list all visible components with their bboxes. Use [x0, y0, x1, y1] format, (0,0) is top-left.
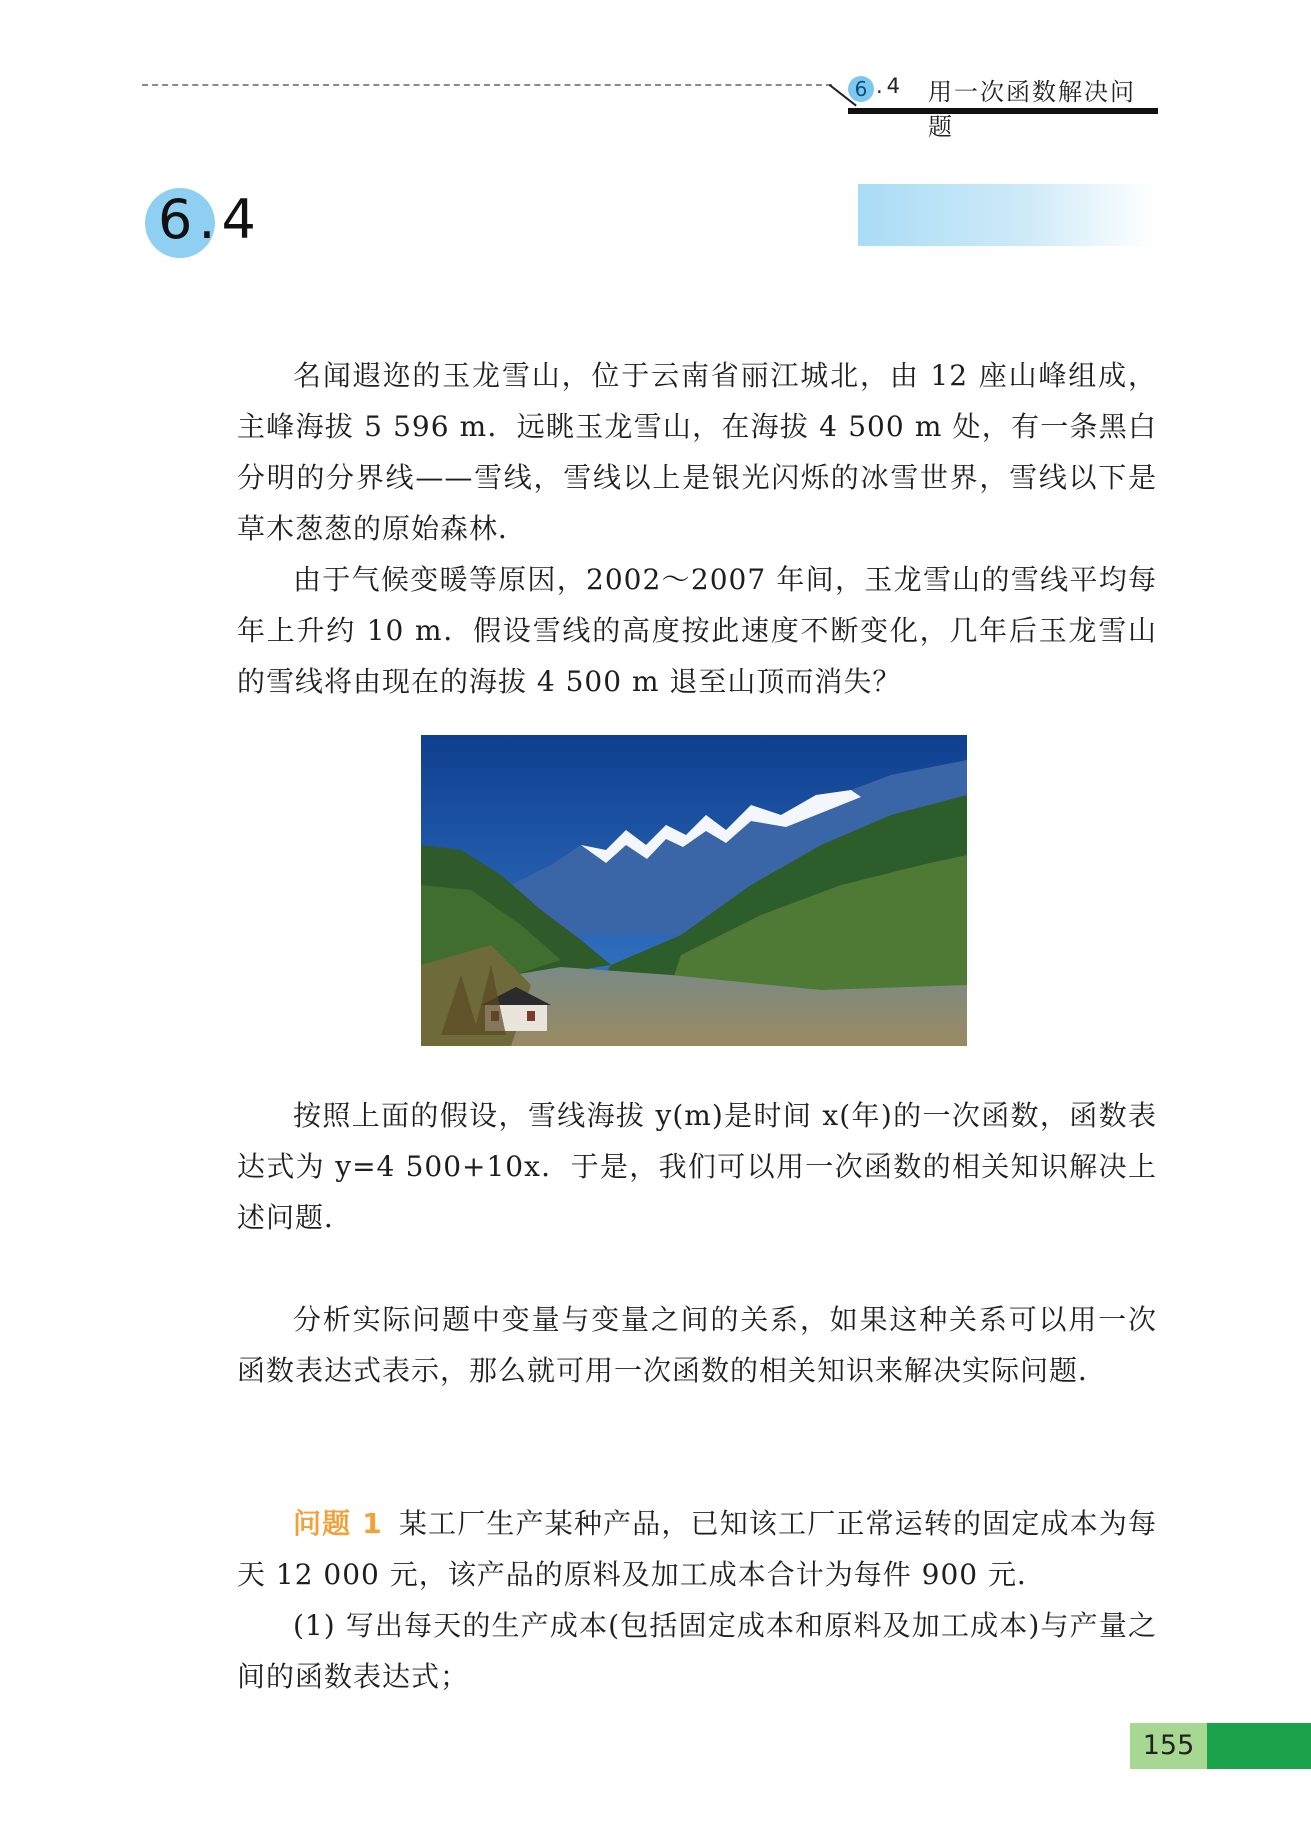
- header-section-badge: 6: [848, 76, 874, 102]
- header-section-number: .4: [876, 74, 905, 98]
- header-dashed-rule: [142, 84, 832, 86]
- paragraph-method: 分析实际问题中变量与变量之间的关系，如果这种关系可以用一次函数表达式表示，那么就可用一次函数的相关知识来解决实际问题．: [237, 1303, 1157, 1387]
- paragraph-intro: 名闻遐迩的玉龙雪山，位于云南省丽江城北，由 12 座山峰组成，主峰海拔 5 596 m．远眺玉龙雪山，在海拔 4 500 m 处，有一条黑白分明的分界线——雪线，雪线以上是银光闪烁的冰雪世界，雪线以下是草木葱葱的原始森林．: [237, 359, 1157, 545]
- paragraph-snowline: 由于气候变暖等原因，2002～2007 年间，玉龙雪山的雪线平均每年上升约 10 m．假设雪线的高度按此速度不断变化，几年后玉龙雪山的雪线将由现在的海拔 4 500 m 退至山顶而消失？: [237, 563, 1157, 698]
- question-label: 问题 1: [293, 1507, 383, 1540]
- section-number: 6.4: [158, 188, 262, 251]
- question-1-part-1: (1) 写出每天的生产成本(包括固定成本和原料及加工成本)与产量之间的函数表达式；: [237, 1609, 1157, 1693]
- paragraph-assumption: 按照上面的假设，雪线海拔 y(m)是时间 x(年)的一次函数，函数表达式为 y=4 500+10x．于是，我们可以用一次函数的相关知识解决上述问题．: [237, 1099, 1157, 1234]
- section-title-bar: [858, 184, 1156, 246]
- page-number: 155: [1130, 1723, 1207, 1769]
- running-header: [848, 68, 1158, 141]
- header-title: 用一次函数解决问题: [928, 78, 1136, 141]
- question-text: 某工厂生产某种产品，已知该工厂正常运转的固定成本为每天 12 000 元，该产品的原料及加工成本合计为每件 900 元．: [237, 1507, 1157, 1591]
- page-green-bar: [1207, 1723, 1311, 1769]
- question-1: [237, 1498, 1157, 1600]
- mountain-photo: [421, 735, 967, 1046]
